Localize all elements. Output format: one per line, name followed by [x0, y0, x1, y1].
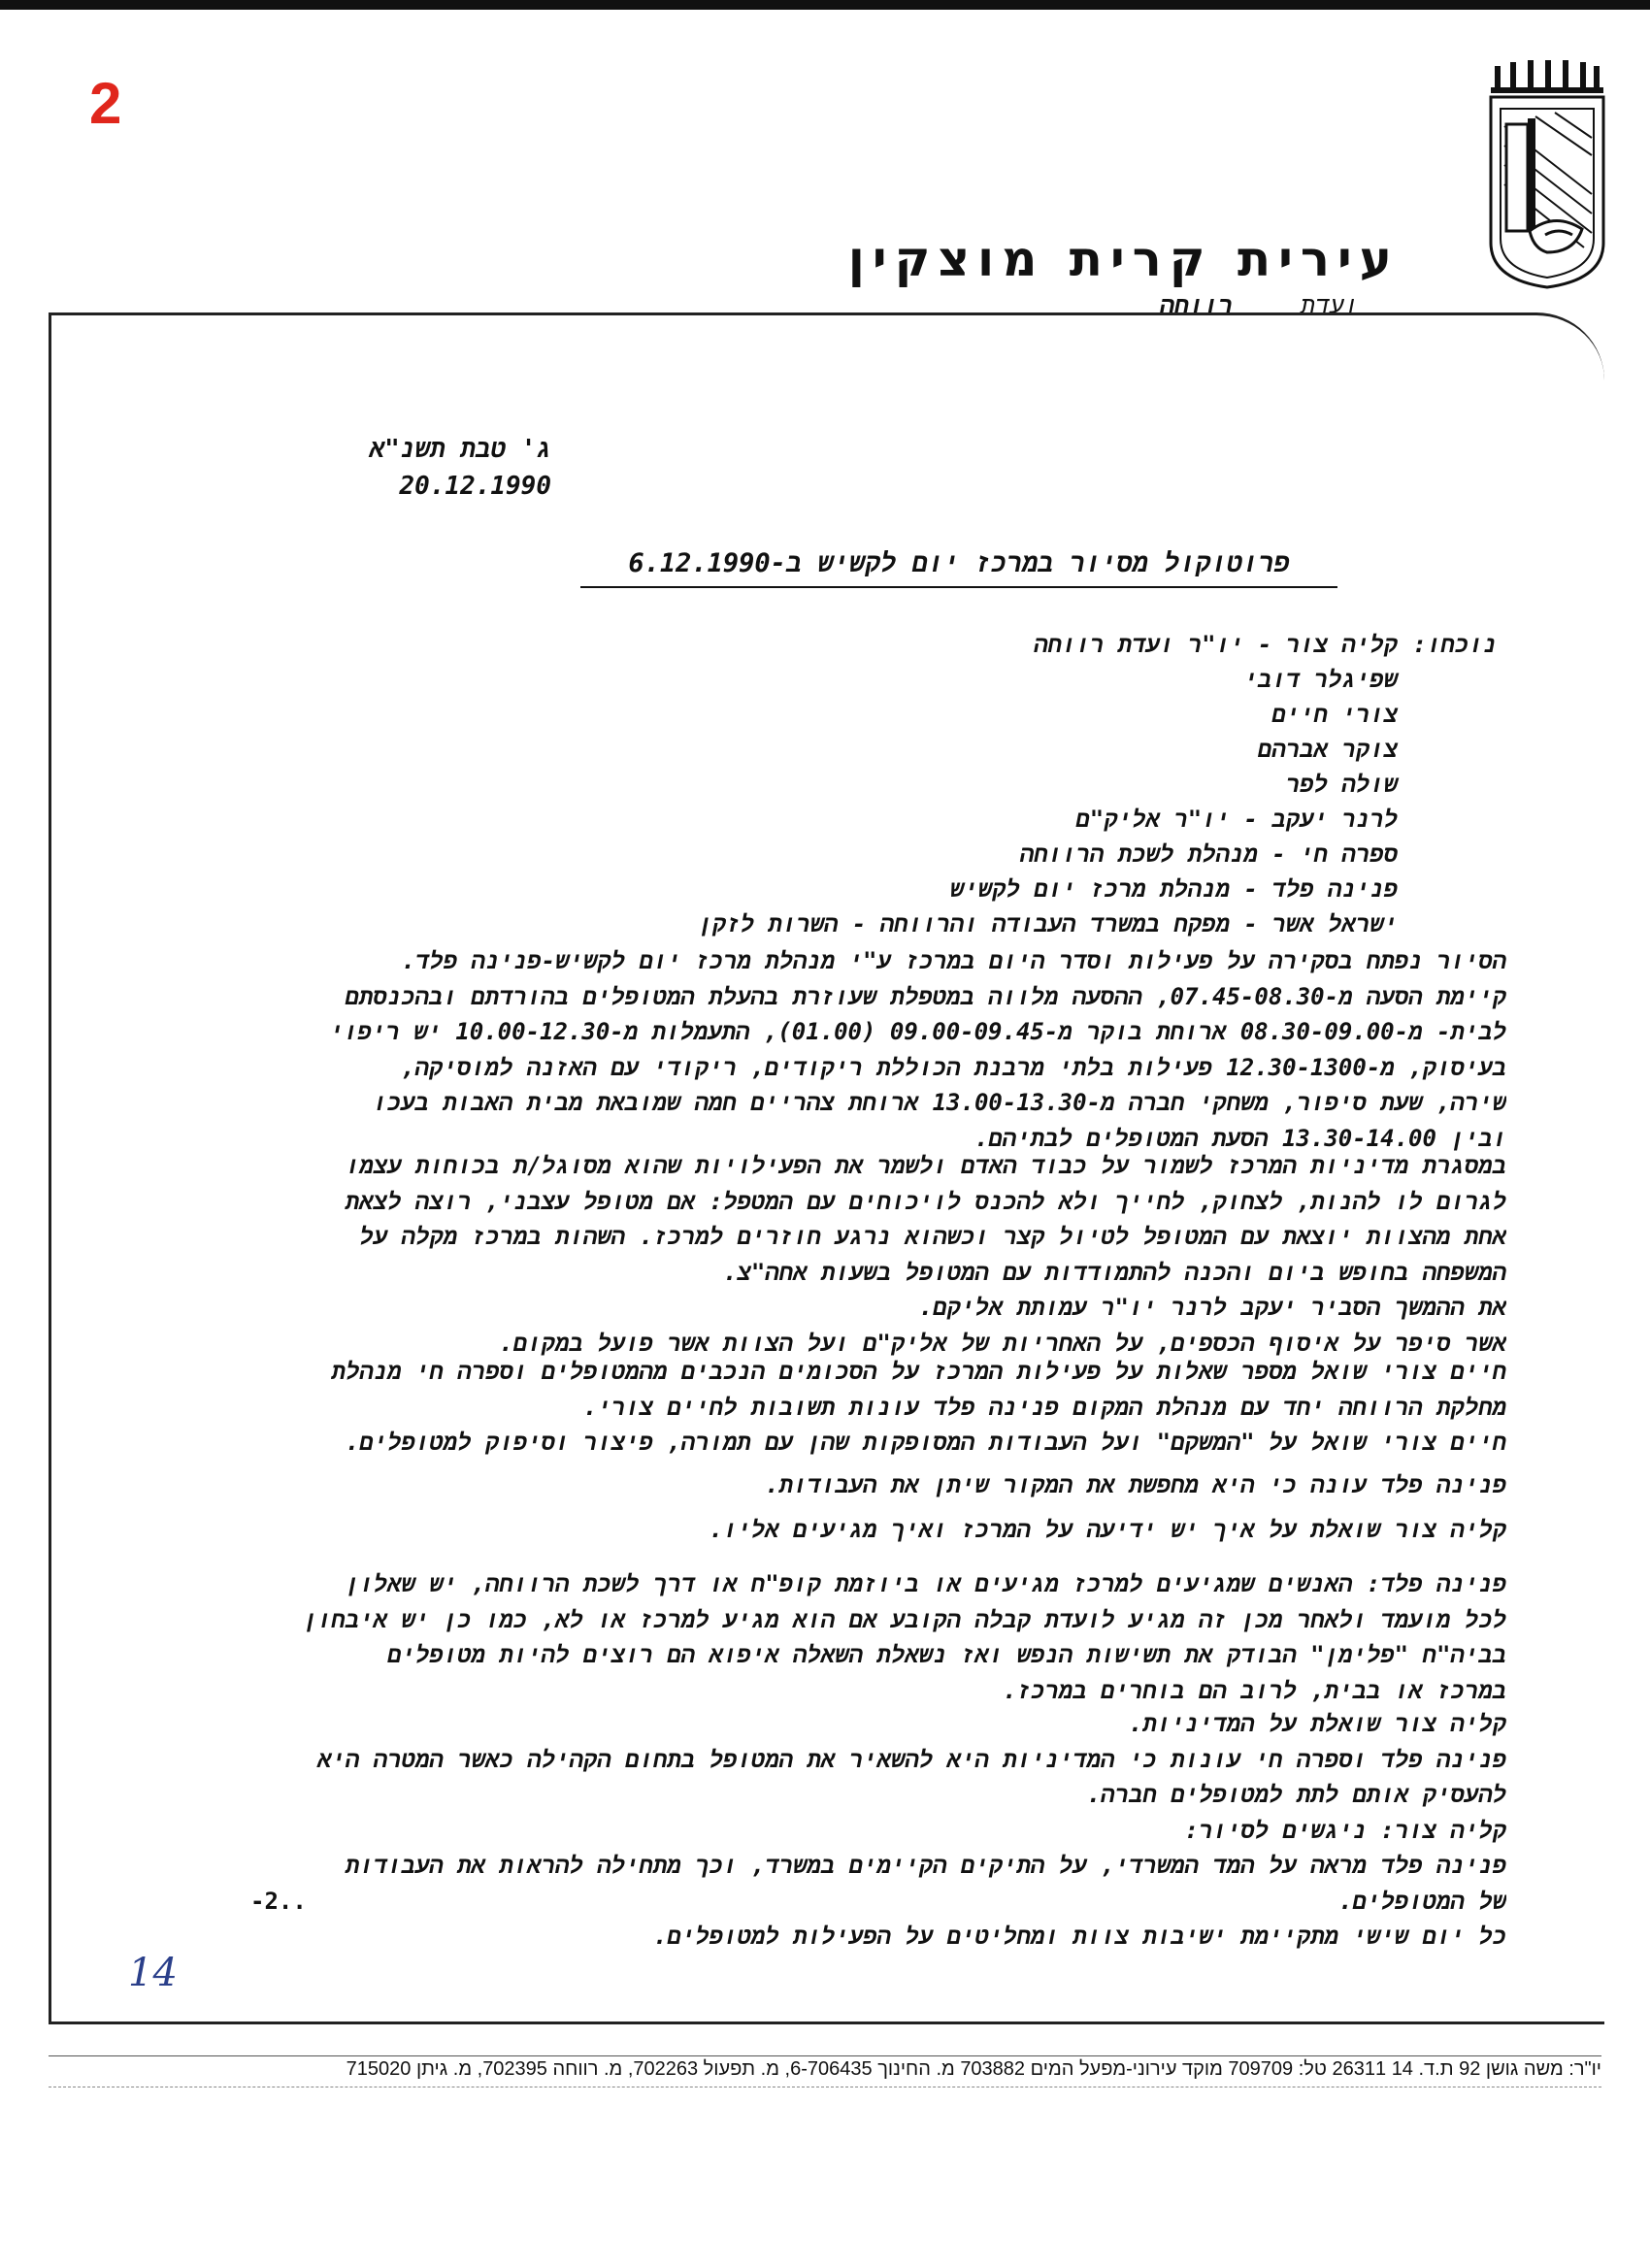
- text-line: בעיסוק, מ-12.30-1300 פעילות בלתי מרבנת הכוללת ריקודים, ריקודי עם האזנה למוסיקה,: [401, 1053, 1506, 1081]
- text-line: פנינה פלד וספרה חי עונות כי המדיניות היא להשאיר את המטופל בתחום הקהילה כאשר המטרה היא: [317, 1745, 1506, 1773]
- attendee: שולה לפר: [1285, 771, 1398, 798]
- attendee: קליה צור - יו"ר ועדת רווחה: [1034, 631, 1398, 658]
- city-crest-icon: [1477, 58, 1617, 289]
- attendee: ישראל אשר - מפקח במשרד העבודה והרווחה - השרות לזקן: [698, 910, 1398, 937]
- text-line: מחלקת הרווחה יחד עם מנהלת המקום פנינה פלד עונות תשובות לחיים צורי.: [582, 1393, 1506, 1421]
- text-line: אחת מהצוות יוצאת עם המטופל לטיול קצר וכשהוא נרגע חוזרים למרכז. השהות במרכז מקלה על: [359, 1223, 1506, 1250]
- text-line: של המטופלים.: [1338, 1887, 1506, 1915]
- text-line: כל יום שישי מתקיימת ישיבות צוות ומחליטים על הפעילות למטופלים.: [652, 1923, 1506, 1950]
- text-line: לבית- מ-08.30-09.00 ארוחת בוקר מ-09.00-09.45 (01.00), התעמלות מ-10.00-12.30 יש ריפוי: [329, 1018, 1506, 1045]
- text-line: חיים צורי שואל על "המשקם" ועל העבודות המסופקות שהן עם תמורה, פיצור וסיפוק למטופלים.: [345, 1429, 1506, 1456]
- text-line: חיים צורי שואל מספר שאלות על פעילות המרכז על הסכומים הנכבים מהמטופלים וספרה חי מנהלת: [331, 1358, 1506, 1385]
- text-line: פנינה פלד: האנשים שמגיעים למרכז מגיעים או ביוזמת קופ"ח או דרך לשכת הרווחה, יש שאלון: [345, 1570, 1506, 1597]
- hebrew-date: ג' טבת תשנ"א: [369, 435, 551, 464]
- attendee-row: [1034, 631, 1497, 660]
- text-line: קליה צור שואלת על איך יש ידיעה על המרכז ואיך מגיעים אליו.: [709, 1516, 1506, 1543]
- text-line: קליה צור שואלת על המדיניות.: [1128, 1710, 1506, 1737]
- handwritten-mark: 14: [128, 1951, 178, 1995]
- page-number: 2: [89, 71, 122, 136]
- attendee-row: [1244, 666, 1497, 695]
- paragraph-answer: [148, 1467, 1506, 1503]
- attendee: ספרה חי - מנהלת לשכת הרווחה: [1019, 840, 1398, 868]
- attendee-row: [1286, 771, 1497, 800]
- paragraph-policy-tour: [148, 1706, 1506, 1955]
- text-line: המשפחה בחופש ביום והכנה להתמודדות עם המטופל בשעות אחה"צ.: [723, 1258, 1506, 1286]
- text-line: בביה"ח "פלימן" הבודק את תשישות הנפש ואז נשאלת השאלה איפוא הם רוצים להיות מטופלים: [387, 1641, 1506, 1668]
- text-line: פנינה פלד עונה כי היא מחפשת את המקור שיתן את העבודות.: [765, 1471, 1506, 1498]
- attendee-row: [1020, 840, 1497, 870]
- text-line: ובין 13.30-14.00 הסעת המטופלים לבתיהם.: [974, 1124, 1506, 1152]
- continuation-marker: -2..: [250, 1888, 307, 1915]
- municipality-name: עירית קרית מוצקין: [847, 231, 1400, 287]
- text-line: את ההמשך הסביר יעקב לרנר יו"ר עמותת אליקם.: [918, 1294, 1506, 1321]
- text-line: במרכז או בבית, לרוב הם בוחרים במרכז.: [1003, 1676, 1506, 1704]
- attendee-row: [950, 875, 1497, 904]
- paragraph-awareness: [148, 1512, 1506, 1548]
- attendee-row: [1075, 805, 1497, 835]
- text-line: פנינה פלד מראה על המד המשרדי, על התיקים הקיימים במשרד, וכך מתחילה להראות את העבודות: [345, 1852, 1506, 1879]
- document-title: פרוטוקול מסיור במרכז יום לקשיש ב-6.12.1990: [580, 548, 1337, 588]
- attendee: שפיגלר דובי: [1243, 666, 1398, 693]
- attendee: צורי חיים: [1271, 701, 1398, 728]
- text-line: שירה, שעת סיפור, משחקי חברה מ-13.00-13.30 ארוחת צהריים חמה שמובאת מבית האבות בעכו: [373, 1089, 1506, 1116]
- text-line: אשר סיפר על איסוף הכספים, על האחריות של אליק"ם ועל הצוות אשר פועל במקום.: [499, 1329, 1506, 1357]
- attendee-row: [698, 910, 1497, 939]
- text-line: קליה צור: ניגשים לסיור:: [1184, 1816, 1506, 1844]
- text-line: הסיור נפתח בסקירה על פעילות וסדר היום במרכז ע"י מנהלת מרכז יום לקשיש-פנינה פלד.: [401, 947, 1506, 974]
- attendee: פנינה פלד - מנהלת מרכז יום לקשיש: [949, 875, 1398, 903]
- committee-word: ועדת: [1300, 291, 1359, 319]
- scan-edge: [49, 2087, 1601, 2093]
- attendee: צוקר אברהם: [1257, 736, 1398, 763]
- paragraph-intake: [148, 1566, 1506, 1708]
- paragraph-schedule: [148, 943, 1506, 1156]
- scan-top-edge: [0, 0, 1650, 10]
- footer-contacts: יו"ר: משה גושן 92 ת.ד. 14 26311 טל: 709709 מוקד עירוני-מפעל המים 703882 מ. החינוך 6-706435, מ. תפעול 702263, מ. רווחה 702395, מ. גיתן 715020: [49, 2055, 1601, 2082]
- text-line: קיימת הסעה מ-07.45-08.30, ההסעה מלווה במטפלת שעוזרת בהעלת המטופלים בהורדתם ובהכנסתם: [345, 982, 1506, 1010]
- text-line: במסגרת מדיניות המרכז לשמור על כבוד האדם ולשמר את הפעילויות שהוא מסוגל/ת בכוחות עצמו: [345, 1152, 1506, 1179]
- text-line: לכל מועמד ולאחר מכן זה מגיע לועדת קבלה הקובע אם הוא מגיע למרכז או לא, כמו כן יש איבחון: [303, 1605, 1506, 1633]
- attendee: לרנר יעקב - יו"ר אליק"ם: [1075, 805, 1398, 833]
- attendees-label: נוכחו:: [1412, 631, 1497, 658]
- attendee-row: [1271, 701, 1497, 730]
- paragraph-policy: [148, 1148, 1506, 1361]
- committee-name: רווחה: [1159, 291, 1233, 319]
- gregorian-date: 20.12.1990: [399, 472, 551, 501]
- text-line: לגרום לו להנות, לצחוק, לחייך ולא להכנס לויכוחים עם המטפל: אם מטופל עצבני, רוצה לצאת: [345, 1187, 1506, 1215]
- text-line: להעסיק אותם לתת למטופלים חברה.: [1086, 1781, 1506, 1808]
- paragraph-questions: [148, 1354, 1506, 1461]
- attendee-row: [1258, 736, 1497, 765]
